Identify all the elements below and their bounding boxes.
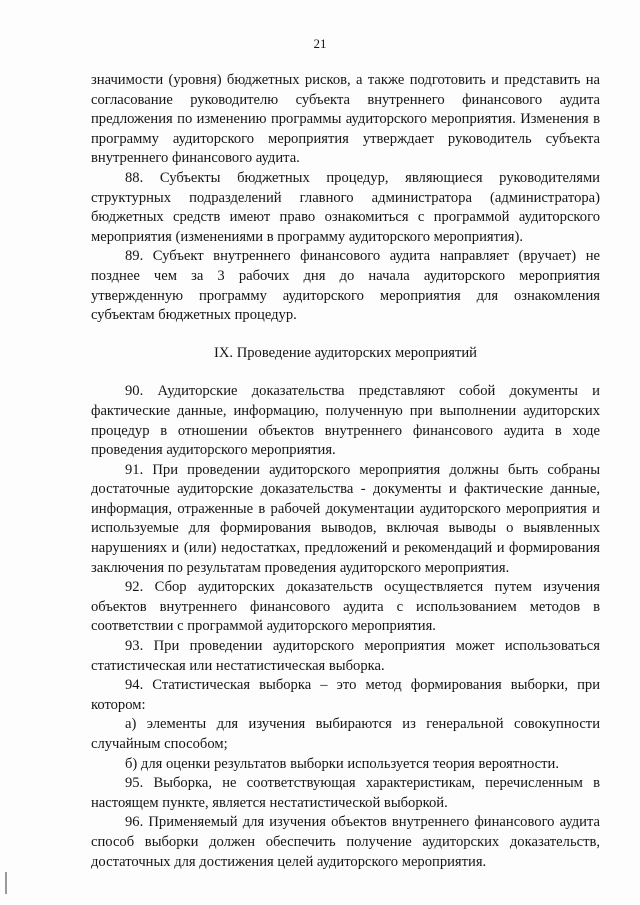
paragraph-95: 95. Выборка, не соответствующая характеристикам, перечисленным в настоящем пункте, является нестатистической выборкой. [91,775,600,811]
page-number: 21 [313,36,327,51]
document-body [91,71,600,872]
paragraph-94-item-a: а) элементы для изучения выбираются из генеральной совокупности случайным способом; [91,716,600,752]
paragraph-92: 92. Сбор аудиторских доказательств осуществляется путем изучения объектов внутреннего финансового аудита с использованием методов в соответствии с программой аудиторского мероприятия. [91,579,600,635]
section-heading: IX. Проведение аудиторских мероприятий [214,344,477,361]
paragraph-89: 89. Субъект внутреннего финансового аудита направляет (вручает) не позднее чем за 3 рабочих дня до начала аудиторского мероприятия утвержденную программу аудиторского мероприятия для ознакомления субъектам бюджетных процедур. [91,248,600,324]
paragraph-96: 96. Применяемый для изучения объектов внутреннего финансового аудита способ выборки должен обеспечить получение аудиторских доказательств, достаточных для достижения целей аудиторского мероприятия. [91,814,600,870]
paragraph-continued: значимости (уровня) бюджетных рисков, а также подготовить и представить на согласование руководителю субъекта внутреннего финансового аудита предложения по изменению программы аудиторского мероприятия. Изменения в программу аудиторского мероприятия утверждает руководитель субъекта внутреннего финансового аудита. [91,72,600,167]
paragraph-88: 88. Субъекты бюджетных процедур, являющиеся руководителями структурных подразделений главного администратора (администратора) бюджетных средств имеют право ознакомиться с программой аудиторского мероприятия (изменениями в программу аудиторского мероприятия). [91,169,600,245]
scan-edge-mark [5,872,7,894]
paragraph-91: 91. При проведении аудиторского мероприятия должны быть собраны достаточные аудиторские доказательства - документы и фактические данные, информация, отраженные в рабочей документации аудиторского мероприятия и используемые для формирования выводов, включая выводы о выявленных нарушениях и (или) недостатках, предложений и рекомендаций и формирования заключения по результатам проведения аудиторского мероприятия. [91,461,600,576]
paragraph-90: 90. Аудиторские доказательства представляют собой документы и фактические данные, информацию, полученную при выполнении аудиторских процедур в отношении объектов внутреннего финансового аудита в ходе проведения аудиторского мероприятия. [91,383,600,459]
paragraph-94-item-b: б) для оценки результатов выборки используется теория вероятности. [125,755,559,772]
paragraph-93: 93. При проведении аудиторского мероприятия может использоваться статистическая или нестатистическая выборка. [91,638,600,674]
paragraph-94: 94. Статистическая выборка – это метод формирования выборки, при котором: [91,677,600,713]
